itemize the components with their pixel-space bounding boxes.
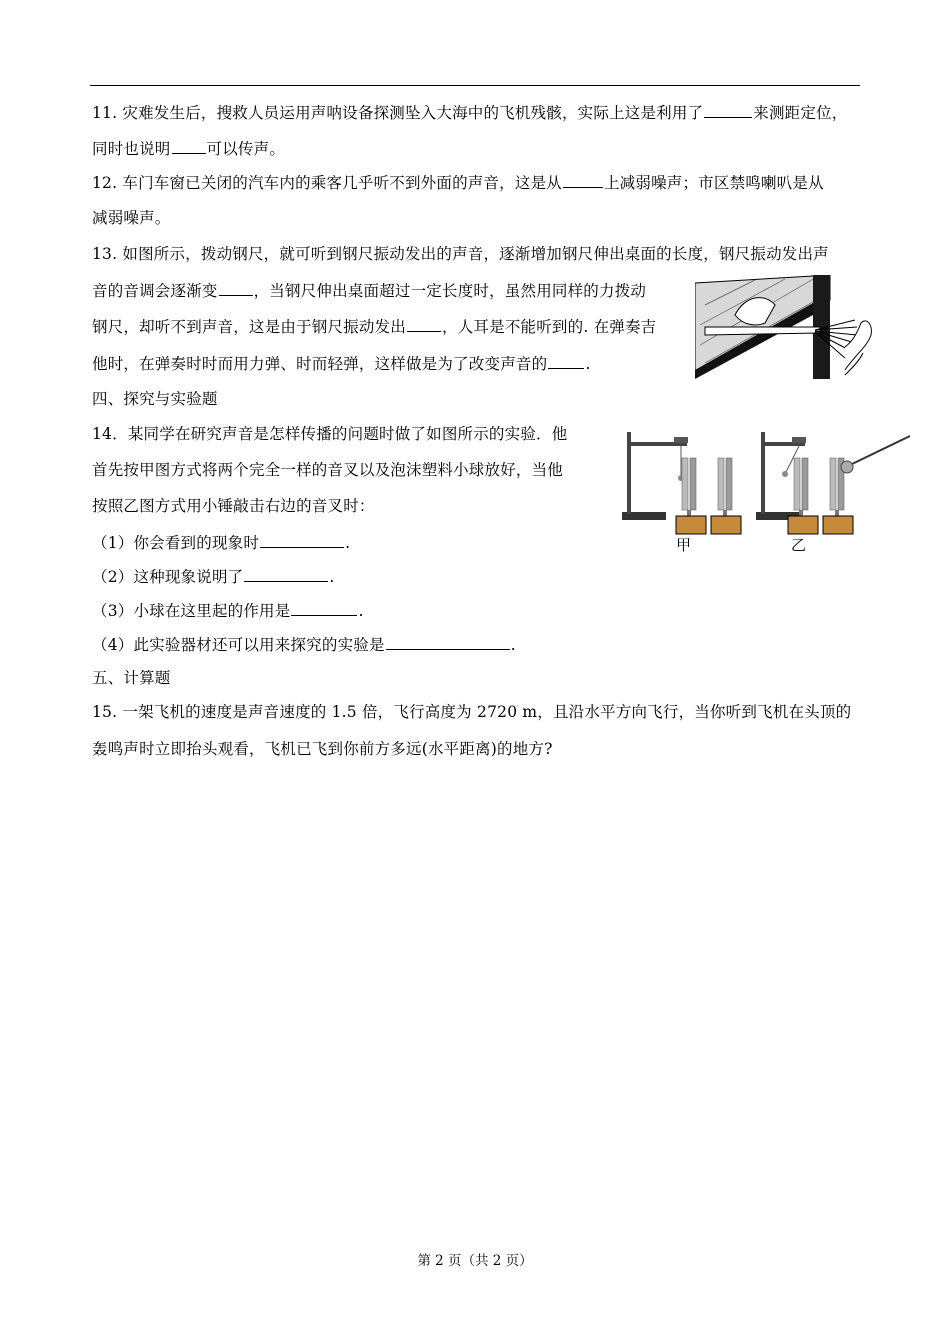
setup-yi: [756, 432, 910, 554]
q14-sub-3: [92, 600, 364, 621]
label-yi: 乙: [791, 536, 807, 554]
q13-text: 13. 如图所示，拨动钢尺，就可听到钢尺振动发出的声音，逐渐增加钢尺伸出桌面的长度，钢尺振动发出声: [92, 245, 829, 263]
q14-blank-4[interactable]: [386, 634, 510, 650]
q14-text: （2）这种现象说明了: [92, 568, 244, 586]
q13-line-3: [92, 316, 677, 337]
q13-blank-3[interactable]: [548, 353, 584, 369]
q14-text: .: [329, 568, 335, 586]
q14-sub-4: [92, 634, 516, 655]
q12-text: 上减弱噪声；市区禁鸣喇叭是从: [603, 174, 824, 192]
q14-blank-3[interactable]: [291, 600, 357, 616]
q11-blank-2[interactable]: [172, 138, 206, 154]
q14-text: 首先按甲图方式将两个完全一样的音叉以及泡沫塑料小球放好，当他: [92, 461, 564, 479]
q13-text: .: [585, 355, 591, 373]
q14-sub-1: [92, 532, 350, 553]
q11-text: 11. 灾难发生后，搜救人员运用声呐设备探测坠入大海中的飞机残骸，实际上这是利用了: [92, 104, 704, 122]
q14-text: （3）小球在这里起的作用是: [92, 602, 291, 620]
q14-blank-1[interactable]: [260, 532, 344, 548]
q11-text: 可以传声。: [206, 140, 286, 158]
q13-blank-1[interactable]: [219, 280, 253, 296]
q13-text: 钢尺，却听不到声音，这是由于钢尺振动发出: [92, 318, 407, 336]
q15-text: 轰鸣声时立即抬头观看，飞机已飞到你前方多远(水平距离)的地方?: [92, 740, 553, 758]
q13-text: ，当钢尺伸出桌面超过一定长度时，虽然用同样的力拨动: [253, 282, 647, 300]
q11-text: 来测距定位，: [753, 104, 848, 122]
section-5-heading: [92, 668, 171, 688]
label-jia: 甲: [676, 536, 692, 554]
q13-text: ，人耳是不能听到的. 在弹奏吉: [442, 318, 657, 336]
q11-blank-1[interactable]: [704, 102, 752, 118]
q15-text: 15. 一架飞机的速度是声音速度的 1.5 倍，飞行高度为 2720 m，且沿水平方向飞行，当你听到飞机在头顶的: [92, 703, 852, 721]
q13-text: 他时，在弹奏时时而用力弹、时而轻弹，这样做是为了改变声音的: [92, 355, 548, 373]
steel-ruler-figure: [695, 275, 880, 379]
q13-text: 音的音调会逐渐变: [92, 282, 218, 300]
q12-text: 12. 车门车窗已关闭的汽车内的乘客几乎听不到外面的声音，这是从: [92, 174, 562, 192]
q15-line-2: [92, 739, 553, 759]
q13-line-1: [92, 244, 829, 264]
tuning-fork-figure: [614, 420, 914, 558]
section-4-heading: [92, 389, 218, 409]
header-rule: [90, 85, 860, 86]
q14-text: 按照乙图方式用小锤敲击右边的音叉时：: [92, 497, 375, 515]
q14-text: （4）此实验器材还可以用来探究的实验是: [92, 636, 385, 654]
q11-line-1: [92, 102, 847, 123]
q14-line-2: [92, 460, 677, 480]
section-4-title: 四、探究与实验题: [92, 390, 218, 408]
q13-line-2: [92, 280, 677, 301]
q14-text: .: [510, 636, 516, 654]
q14-text: （1）你会看到的现象时: [92, 534, 260, 552]
page-footer: 第 2 页（共 2 页）: [417, 1253, 533, 1269]
q14-text: .: [345, 534, 351, 552]
q12-text: 减弱噪声。: [92, 209, 171, 227]
q15-line-1: [92, 702, 851, 722]
section-5-title: 五、计算题: [92, 669, 171, 687]
q11-text: 同时也说明: [92, 140, 171, 158]
q14-line-1: [92, 424, 677, 444]
q14-line-3: [92, 496, 677, 516]
setup-jia: [622, 432, 741, 554]
q14-blank-2[interactable]: [244, 566, 328, 582]
q13-line-4: [92, 353, 677, 374]
q12-blank-1[interactable]: [563, 172, 603, 188]
q11-line-2: [92, 138, 285, 159]
q13-blank-2[interactable]: [407, 316, 441, 332]
q14-sub-2: [92, 566, 335, 587]
q14-text: 14．某同学在研究声音是怎样传播的问题时做了如图所示的实验．他: [92, 425, 568, 443]
q12-line-1: [92, 172, 824, 193]
q12-line-2: [92, 208, 171, 228]
q14-text: .: [358, 602, 364, 620]
